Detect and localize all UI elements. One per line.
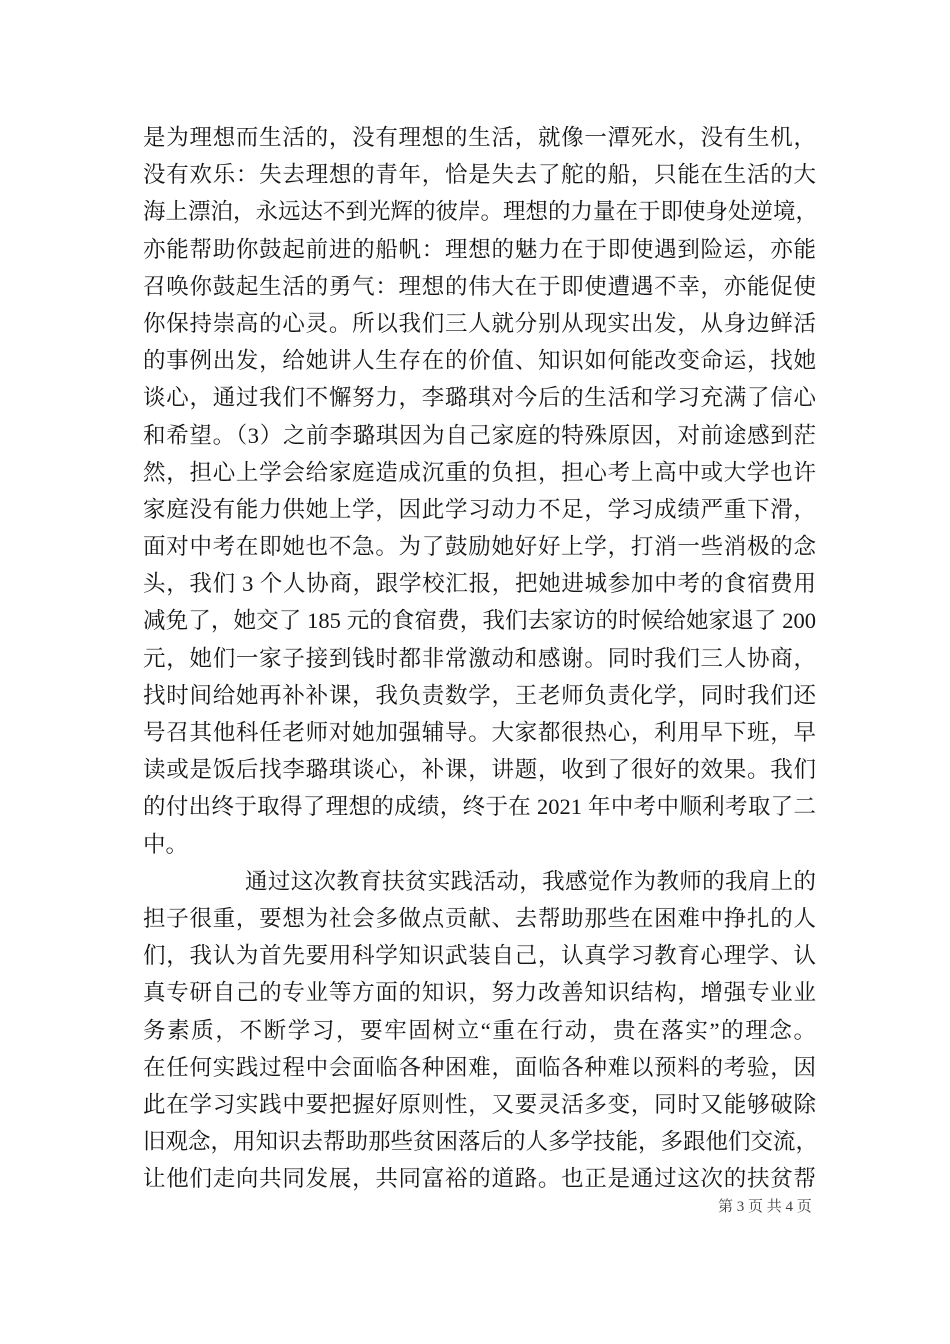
text-line: 的事例出发，给她讲人生存在的价值、知识如何能改变命运，找她 (143, 348, 816, 374)
text-line: 通过这次教育扶贫实践活动，我感觉作为教师的我肩上的 (245, 868, 816, 894)
text-line: 真专研自己的专业等方面的知识，努力改善知识结构，增强专业业 (143, 980, 816, 1006)
text-line: 谈心，通过我们不懈努力，李璐琪对今后的生活和学习充满了信心 (143, 385, 816, 411)
text-line: 你保持崇高的心灵。所以我们三人就分别从现实出发，从身边鲜活 (143, 310, 816, 336)
text-paragraph (143, 863, 819, 1198)
text-line: 让他们走向共同发展，共同富裕的道路。也正是通过这次的扶贫帮 (143, 1166, 816, 1192)
text-line: 此在学习实践中要把握好原则性，又要灵活多变，同时又能够破除 (143, 1091, 816, 1117)
page-number-text: 第 3 页 共 4 页 (718, 1199, 812, 1215)
text-line: 然，担心上学会给家庭造成沉重的负担，担心考上高中或大学也许 (143, 459, 816, 485)
text-line: 找时间给她再补补课，我负责数学，王老师负责化学，同时我们还 (143, 682, 816, 708)
text-line: 和希望。（3）之前李璐琪因为自己家庭的特殊原因，对前途感到茫 (143, 422, 816, 448)
text-line: 在任何实践过程中会面临各种困难，面临各种难以预料的考验，因 (143, 1054, 816, 1080)
document-text-block (143, 119, 819, 1197)
text-line: 召唤你鼓起生活的勇气：理想的伟大在于即使遭遇不幸，亦能促使 (143, 273, 816, 299)
text-line: 减免了，她交了 185 元的食宿费，我们去家访的时候给她家退了 200 (143, 608, 816, 634)
text-line: 中。 (143, 831, 189, 857)
text-line: 读或是饭后找李璐琪谈心，补课，讲题，收到了很好的效果。我们 (143, 757, 816, 783)
text-line: 旧观念，用知识去帮助那些贫困落后的人多学技能，多跟他们交流， (143, 1129, 819, 1155)
text-line: 没有欢乐：失去理想的青年，恰是失去了舵的船，只能在生活的大 (143, 162, 816, 188)
text-line: 海上漂泊，永远达不到光辉的彼岸。理想的力量在于即使身处逆境， (143, 199, 819, 225)
text-line: 家庭没有能力供她上学，因此学习动力不足，学习成绩严重下滑， (143, 496, 816, 522)
text-line: 的付出终于取得了理想的成绩，终于在 2021 年中考中顺利考取了二 (143, 794, 816, 820)
text-line: 头，我们 3 个人协商，跟学校汇报，把她进城参加中考的食宿费用 (143, 571, 816, 597)
text-line: 面对中考在即她也不急。为了鼓励她好好上学，打消一些消极的念 (143, 534, 816, 560)
text-line: 务素质，不断学习，要牢固树立“重在行动，贵在落实”的理念。 (143, 1017, 816, 1043)
text-line: 亦能帮助你鼓起前进的船帆：理想的魅力在于即使遇到险运，亦能 (143, 236, 816, 262)
text-line: 是为理想而生活的，没有理想的生活，就像一潭死水，没有生机， (143, 125, 816, 150)
text-line: 号召其他科任老师对她加强辅导。大家都很热心，利用早下班，早 (143, 720, 816, 745)
text-line: 们，我认为首先要用科学知识武装自己，认真学习教育心理学、认 (143, 943, 816, 969)
text-line: 元，她们一家子接到钱时都非常激动和感谢。同时我们三人协商， (143, 645, 816, 671)
text-line: 担子很重，要想为社会多做点贡献、去帮助那些在困难中挣扎的人 (143, 905, 816, 931)
text-paragraph (143, 119, 819, 863)
page-footer (718, 1199, 812, 1216)
